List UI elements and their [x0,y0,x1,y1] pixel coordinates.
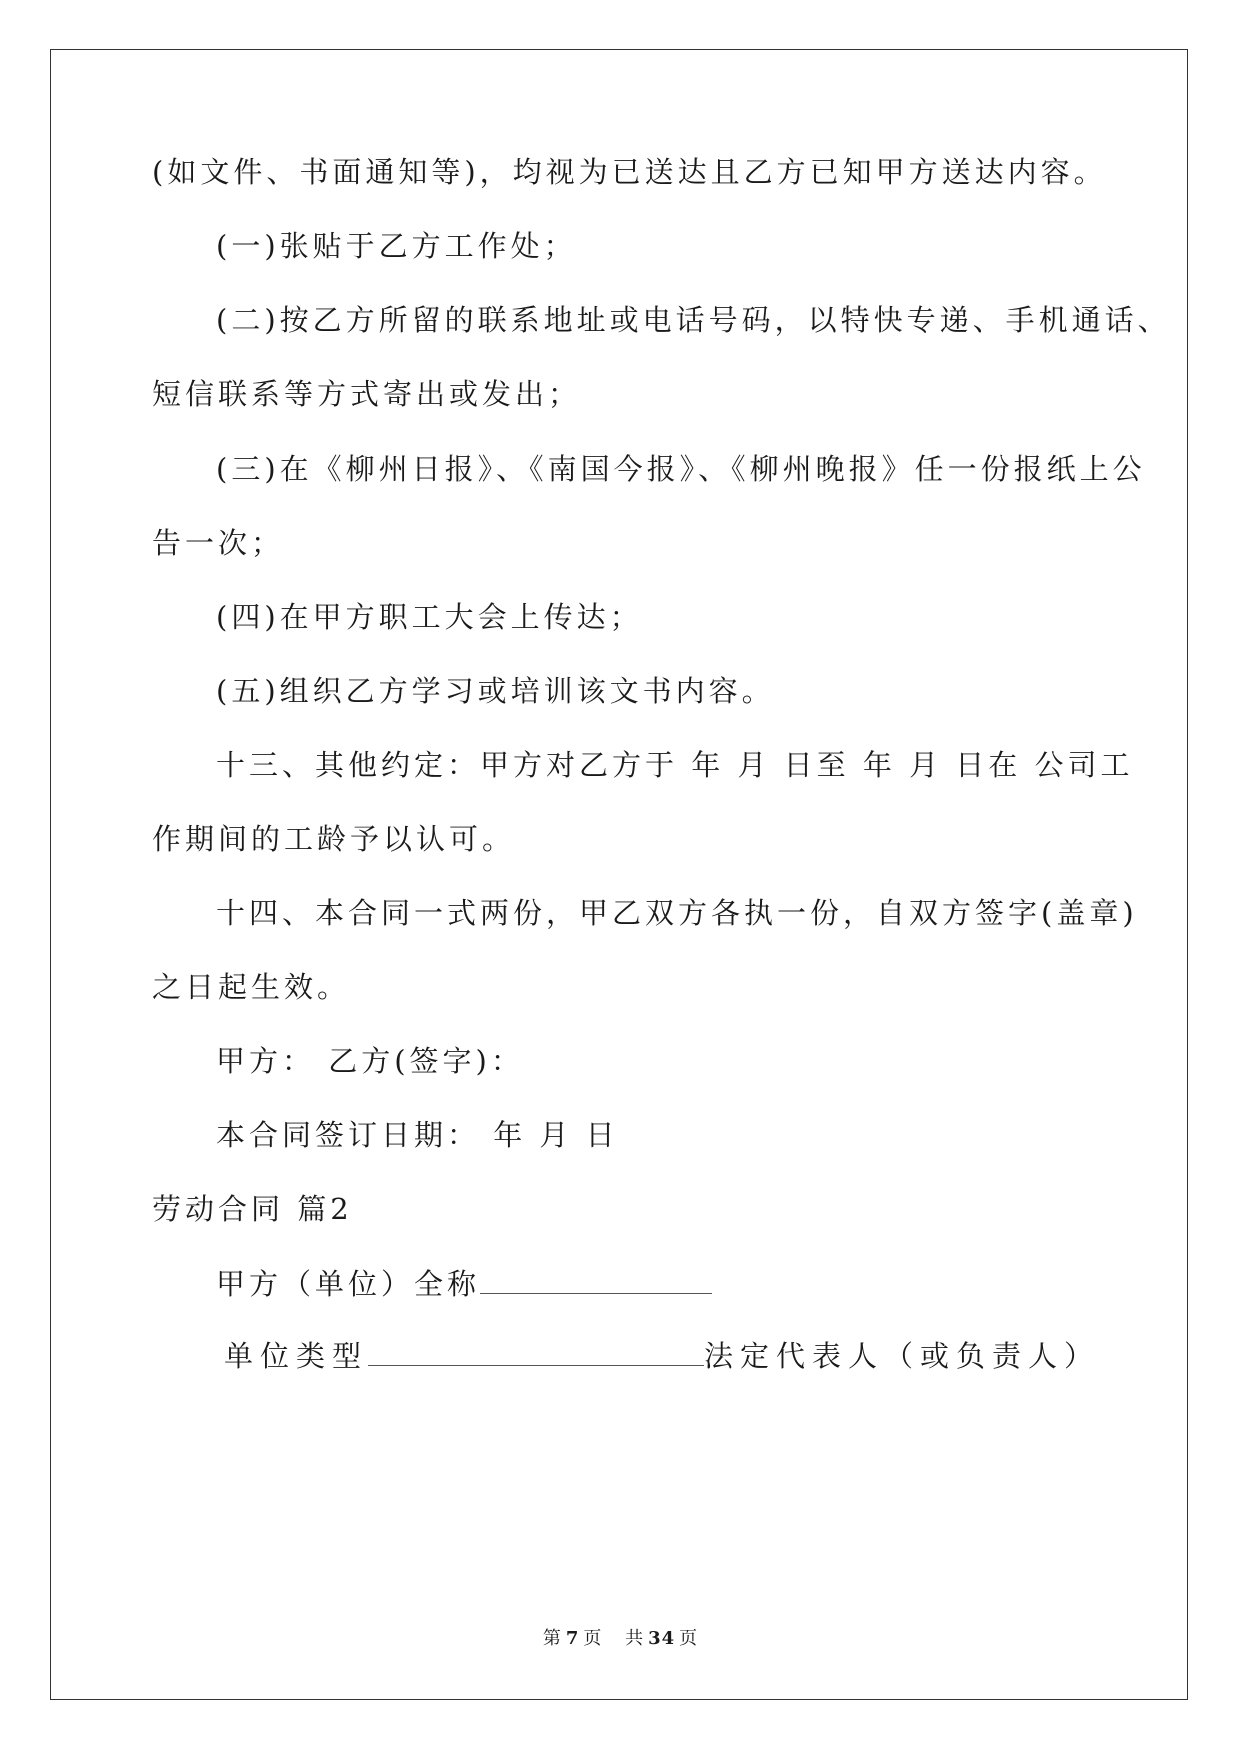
text-line-1: (如文件、书面通知等)，均视为已送达且乙方已知甲方送达内容。 [152,155,1107,189]
employer-name-blank[interactable] [480,1263,712,1294]
text-line-11: 十四、本合同一式两份，甲乙双方各执一份，自双方签字(盖章) [216,896,1138,930]
text-line-12: 之日起生效。 [152,970,351,1004]
employer-name-label: 甲方（单位）全称 [216,1267,481,1301]
unit-type-label: 单位类型 [224,1339,369,1373]
page-border [50,49,1188,1700]
text-line-3: (二)按乙方所留的联系地址或电话号码，以特快专递、手机通话、 [216,303,1171,337]
unit-type-row [224,1335,1100,1376]
page-number-label: 第 7 页 [542,1628,603,1649]
signature-line: 甲方： 乙方(签字)： [216,1044,524,1078]
text-line-6: 告一次； [152,526,285,560]
sign-date-line: 本合同签订日期： 年 月 日 [216,1118,619,1152]
section-heading: 劳动合同 篇2 [152,1192,353,1226]
employer-name-row [216,1263,712,1304]
unit-type-blank[interactable] [368,1335,704,1366]
total-pages-label: 共 34 页 [625,1628,699,1649]
text-line-7: (四)在甲方职工大会上传达； [216,600,643,634]
text-line-2: (一)张贴于乙方工作处； [216,229,577,263]
legal-rep-label: 法定代表人（或负责人） [704,1339,1101,1373]
text-line-8: (五)组织乙方学习或培训该文书内容。 [216,674,775,708]
text-line-9: 十三、其他约定：甲方对乙方于 年 月 日至 年 月 日在 公司工 [216,748,1134,782]
text-line-4: 短信联系等方式寄出或发出； [152,377,582,411]
text-line-10: 作期间的工龄予以认可。 [152,822,516,856]
text-line-5: (三)在《柳州日报》、《南国今报》、《柳州晚报》任一份报纸上公 [216,452,1146,486]
page-footer [0,1624,1241,1650]
